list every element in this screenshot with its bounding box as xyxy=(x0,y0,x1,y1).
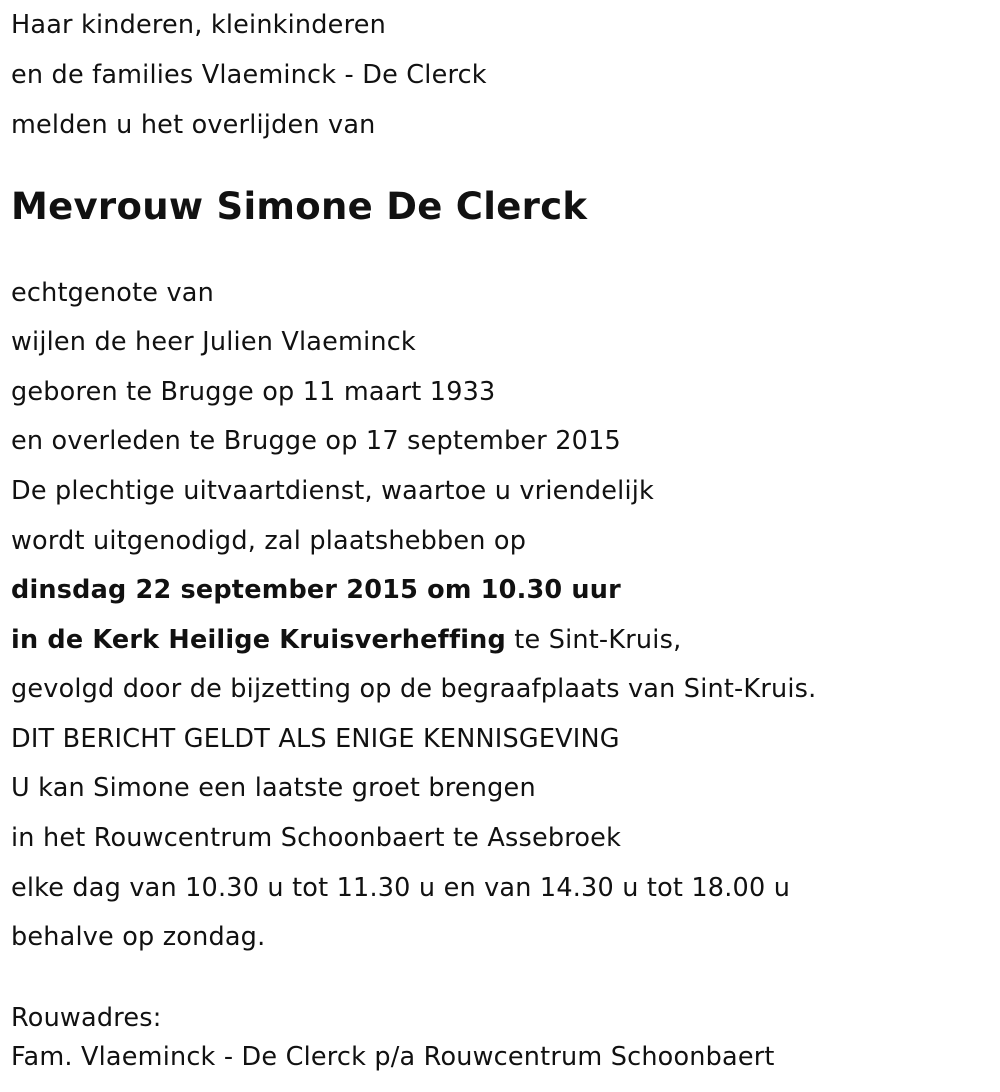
deceased-name: Mevrouw Simone De Clerck xyxy=(11,185,588,228)
service-date-time: dinsdag 22 september 2015 om 10.30 uur xyxy=(11,575,621,605)
visitation-line-1: U kan Simone een laatste groet brengen xyxy=(11,773,536,803)
notice: DIT BERICHT GELDT ALS ENIGE KENNISGEVING xyxy=(11,724,620,754)
detail-line-3: geboren te Brugge op 11 maart 1933 xyxy=(11,377,496,407)
intro-line-2: en de families Vlaeminck - De Clerck xyxy=(11,60,487,90)
intro-line-3: melden u het overlijden van xyxy=(11,110,376,140)
service-location xyxy=(11,625,681,655)
service-burial: gevolgd door de bijzetting op de begraafplaats van Sint-Kruis. xyxy=(11,674,817,704)
address-label: Rouwadres: xyxy=(11,1003,162,1033)
detail-line-4: en overleden te Brugge op 17 september 2015 xyxy=(11,426,621,456)
visitation-line-2: in het Rouwcentrum Schoonbaert te Assebroek xyxy=(11,823,622,853)
service-location-town: te Sint-Kruis, xyxy=(506,625,682,655)
address-value: Fam. Vlaeminck - De Clerck p/a Rouwcentrum Schoonbaert xyxy=(11,1042,775,1072)
visitation-line-4: behalve op zondag. xyxy=(11,922,266,952)
intro-line-1: Haar kinderen, kleinkinderen xyxy=(11,10,386,40)
visitation-line-3: elke dag van 10.30 u tot 11.30 u en van 14.30 u tot 18.00 u xyxy=(11,873,791,903)
detail-line-5: De plechtige uitvaartdienst, waartoe u vriendelijk xyxy=(11,476,654,506)
service-location-church: in de Kerk Heilige Kruisverheffing xyxy=(11,625,506,655)
detail-line-6: wordt uitgenodigd, zal plaatshebben op xyxy=(11,526,527,556)
detail-line-1: echtgenote van xyxy=(11,278,214,308)
detail-line-2: wijlen de heer Julien Vlaeminck xyxy=(11,327,416,357)
